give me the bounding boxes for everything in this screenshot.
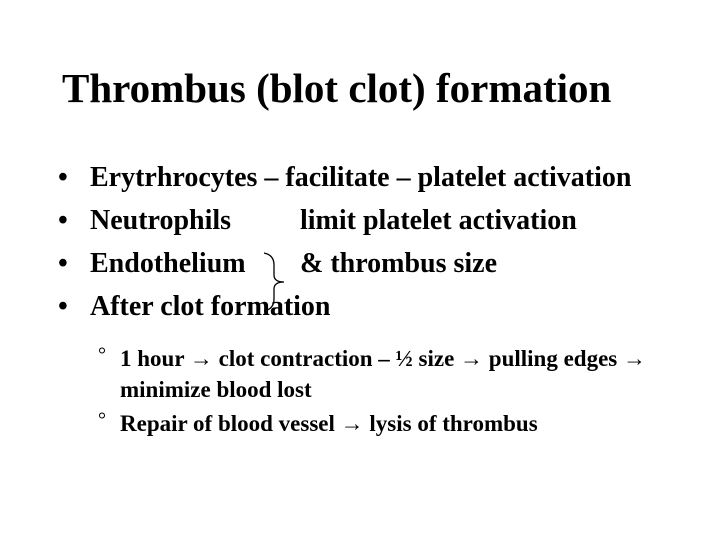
sub-bullet-text: 1 hour → clot contraction – ½ size → pulling edges → minimize blood lost xyxy=(120,346,647,402)
bullet-left-text: Endothelium xyxy=(90,248,246,279)
bullet-item-neutrophils xyxy=(58,206,658,235)
sub-bullet-item-repair xyxy=(58,408,658,439)
bullet-marker: • xyxy=(58,162,68,193)
bullet-text: Erytrhrocytes – facilitate – platelet activation xyxy=(90,162,632,193)
bullet-item-erythrocytes xyxy=(58,163,658,192)
sub-bullet-list xyxy=(58,343,658,439)
bullet-right-text: limit platelet activation xyxy=(300,205,577,236)
slide-title: Thrombus (blot clot) formation xyxy=(62,65,612,111)
sub-bullet-text: Repair of blood vessel → lysis of thrombus xyxy=(120,411,538,436)
sub-bullet-marker: ° xyxy=(98,344,106,366)
grouping-brace xyxy=(260,251,290,313)
bullet-list xyxy=(58,163,658,442)
sub-bullet-item-contraction xyxy=(58,343,658,405)
bullet-right-text: & thrombus size xyxy=(300,248,498,279)
bullet-marker: • xyxy=(58,205,68,236)
bullet-left-text: Neutrophils xyxy=(90,205,232,236)
bullet-marker: • xyxy=(58,291,68,322)
bullet-item-endothelium xyxy=(58,249,658,278)
bullet-text: After clot formation xyxy=(90,291,331,322)
bullet-marker: • xyxy=(58,248,68,279)
sub-bullet-marker: ° xyxy=(98,409,106,431)
bullet-item-after-clot xyxy=(58,292,658,321)
